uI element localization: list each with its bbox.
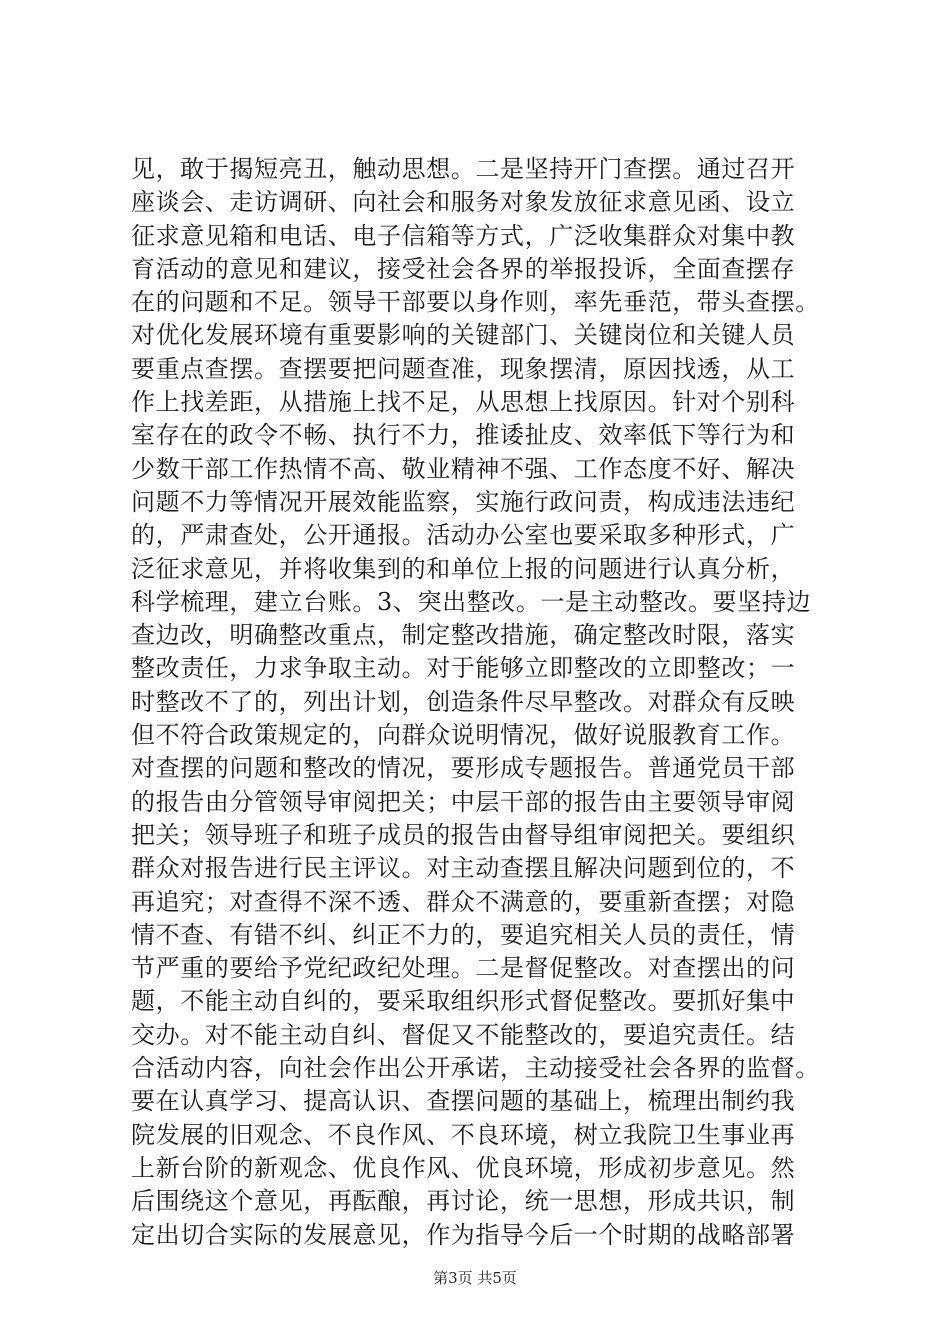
text-line: 在的问题和不足。领导干部要以身作则，率先垂范，带头查摆。 bbox=[131, 288, 820, 317]
text-line: 科学梳理，建立台账。3、突出整改。一是主动整改。要坚持边 bbox=[131, 587, 812, 616]
text-line: 整改责任，力求争取主动。对于能够立即整改的立即整改；一 bbox=[131, 654, 796, 683]
text-line: 题，不能主动自纠的，要采取组织形式督促整改。要抓好集中 bbox=[131, 987, 796, 1016]
text-line: 交办。对不能主动自纠、督促又不能整改的，要追究责任。结 bbox=[131, 1020, 796, 1049]
text-line: 问题不力等情况开展效能监察，实施行政问责，构成违法违纪 bbox=[131, 487, 796, 516]
text-line: 查边改，明确整改重点，制定整改措施，确定整改时限，落实 bbox=[131, 621, 796, 650]
text-line: 泛征求意见，并将收集到的和单位上报的问题进行认真分析， bbox=[131, 554, 796, 583]
text-line: 时整改不了的，列出计划，创造条件尽早整改。对群众有反映 bbox=[131, 687, 796, 716]
text-line: 合活动内容，向社会作出公开承诺，主动接受社会各界的监督。 bbox=[131, 1054, 820, 1083]
text-line: 把关；领导班子和班子成员的报告由督导组审阅把关。要组织 bbox=[131, 820, 796, 849]
text-line: 对查摆的问题和整改的情况，要形成专题报告。普通党员干部 bbox=[131, 754, 796, 783]
page-number-footer: 第3页 共5页 bbox=[433, 1269, 517, 1287]
text-line: 节严重的要给予党纪政纪处理。二是督促整改。对查摆出的问 bbox=[131, 954, 796, 983]
text-line: 后围绕这个意见，再酝酿，再讨论，统一思想，形成共识，制 bbox=[131, 1187, 796, 1216]
text-line: 的报告由分管领导审阅把关；中层干部的报告由主要领导审阅 bbox=[131, 787, 796, 816]
text-line: 要重点查摆。查摆要把问题查准，现象摆清，原因找透，从工 bbox=[131, 354, 796, 383]
text-line: 征求意见箱和电话、电子信箱等方式，广泛收集群众对集中教 bbox=[131, 221, 796, 250]
text-line: 的，严肃查处，公开通报。活动办公室也要采取多种形式，广 bbox=[131, 521, 796, 550]
text-line: 情不查、有错不纠、纠正不力的，要追究相关人员的责任，情 bbox=[131, 920, 796, 949]
body-text bbox=[131, 153, 851, 1252]
text-line: 再追究；对查得不深不透、群众不满意的，要重新查摆；对隐 bbox=[131, 887, 796, 916]
text-line: 要在认真学习、提高认识、查摆问题的基础上，梳理出制约我 bbox=[131, 1087, 796, 1116]
text-line: 院发展的旧观念、不良作风、不良环境，树立我院卫生事业再 bbox=[131, 1120, 796, 1149]
text-line: 对优化发展环境有重要影响的关键部门、关键岗位和关键人员 bbox=[131, 321, 796, 350]
text-line: 群众对报告进行民主评议。对主动查摆且解决问题到位的，不 bbox=[131, 854, 796, 883]
text-line: 上新台阶的新观念、优良作风、优良环境，形成初步意见。然 bbox=[131, 1153, 796, 1182]
text-line: 但不符合政策规定的，向群众说明情况，做好说服教育工作。 bbox=[131, 721, 796, 750]
text-line: 作上找差距，从措施上找不足，从思想上找原因。针对个别科 bbox=[131, 388, 796, 417]
text-line: 室存在的政令不畅、执行不力，推诿扯皮、效率低下等行为和 bbox=[131, 421, 796, 450]
text-line: 见，敢于揭短亮丑，触动思想。二是坚持开门查摆。通过召开 bbox=[131, 155, 796, 183]
text-line: 座谈会、走访调研、向社会和服务对象发放征求意见函、设立 bbox=[131, 188, 796, 217]
text-line: 育活动的意见和建议，接受社会各界的举报投诉，全面查摆存 bbox=[131, 254, 796, 283]
text-line: 定出切合实际的发展意见，作为指导今后一个时期的战略部署 bbox=[131, 1220, 796, 1249]
text-line: 少数干部工作热情不高、敬业精神不强、工作态度不好、解决 bbox=[131, 454, 796, 483]
